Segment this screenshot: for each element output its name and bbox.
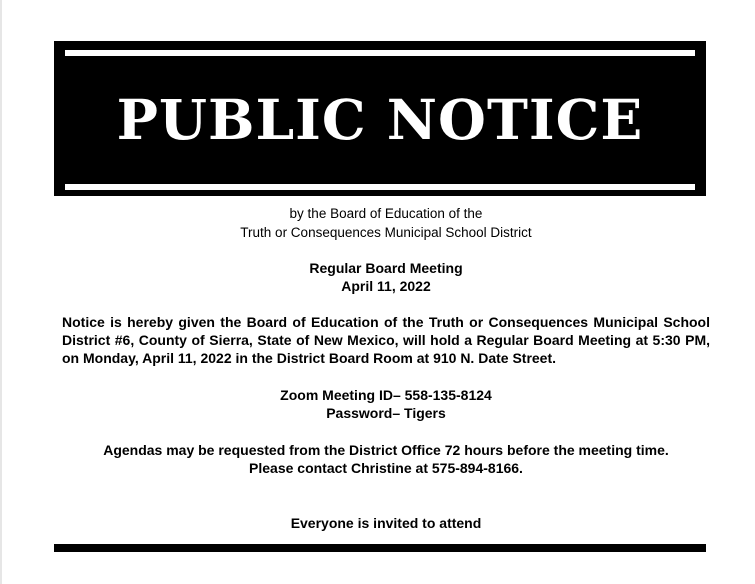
page-edge-divider [0, 0, 2, 584]
bottom-rule [54, 544, 706, 552]
invitation-line: Everyone is invited to attend [290, 515, 482, 531]
banner-title: PUBLIC NOTICE [116, 87, 644, 152]
banner-top-stripe [65, 50, 695, 56]
banner-bottom-stripe [65, 184, 695, 190]
public-notice-banner [54, 41, 706, 196]
notice-paragraph: Notice is hereby given the Board of Education of the Truth or Consequences Municipal School District #6, County of Sierra, State of New Mexico, will hold a Regular Board Meeting at 5:30 PM, on Monday, April 11, 2022 in the District Board Room at 910 N. Date Street. [62, 314, 710, 366]
meeting-type: Regular Board Meeting [309, 260, 463, 276]
agenda-request-line: Agendas may be requested from the District Office 72 hours before the meeting time. [103, 442, 669, 458]
zoom-password: Password– Tigers [326, 405, 446, 421]
meeting-date: April 11, 2022 [341, 278, 431, 294]
agenda-contact-line: Please contact Christine at 575-894-8166. [249, 460, 523, 476]
issuer-line-2: Truth or Consequences Municipal School District [240, 225, 532, 240]
zoom-meeting-id: Zoom Meeting ID– 558-135-8124 [280, 387, 492, 403]
issuer-line-1: by the Board of Education of the [289, 206, 483, 221]
